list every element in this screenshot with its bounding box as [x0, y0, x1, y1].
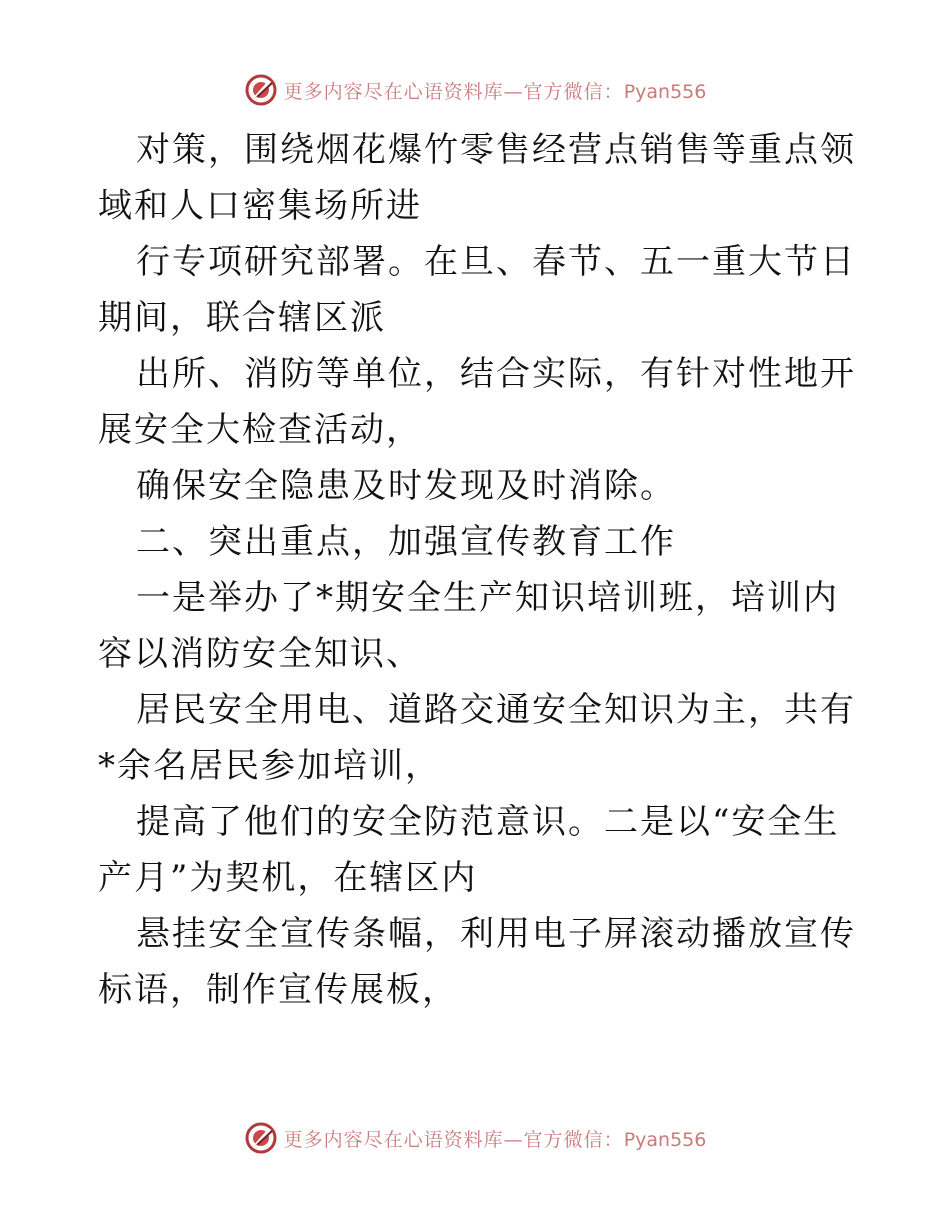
watermark-logo-icon — [244, 1121, 278, 1155]
paragraph: 对策，围绕烟花爆竹零售经营点销售等重点领域和人口密集场所进 — [98, 130, 856, 226]
footer-watermark — [0, 1118, 950, 1158]
paragraph: 一是举办了*期安全生产知识培训班，培训内容以消防安全知识、 — [98, 578, 839, 674]
watermark-text: 更多内容尽在心语资料库—官方微信：Pyan556 — [283, 1128, 707, 1151]
paragraph: 确保安全隐患及时发现及时消除。 — [136, 466, 676, 506]
paragraph: 提高了他们的安全防范意识。二是以“安全生产月”为契机，在辖区内 — [98, 802, 840, 898]
watermark-logo-icon — [244, 73, 278, 107]
watermark-text: 更多内容尽在心语资料库—官方微信：Pyan556 — [283, 80, 707, 103]
paragraph: 居民安全用电、道路交通安全知识为主，共有*余名居民参加培训， — [98, 690, 856, 786]
section-heading: 二、突出重点，加强宣传教育工作 — [136, 522, 676, 562]
paragraph: 出所、消防等单位，结合实际，有针对性地开展安全大检查活动， — [98, 354, 856, 450]
paragraph: 行专项研究部署。在旦、春节、五一重大节日期间，联合辖区派 — [98, 242, 856, 338]
paragraph: 悬挂安全宣传条幅，利用电子屏滚动播放宣传标语，制作宣传展板， — [98, 914, 856, 1010]
header-watermark — [0, 70, 950, 110]
document-body — [98, 122, 858, 1018]
